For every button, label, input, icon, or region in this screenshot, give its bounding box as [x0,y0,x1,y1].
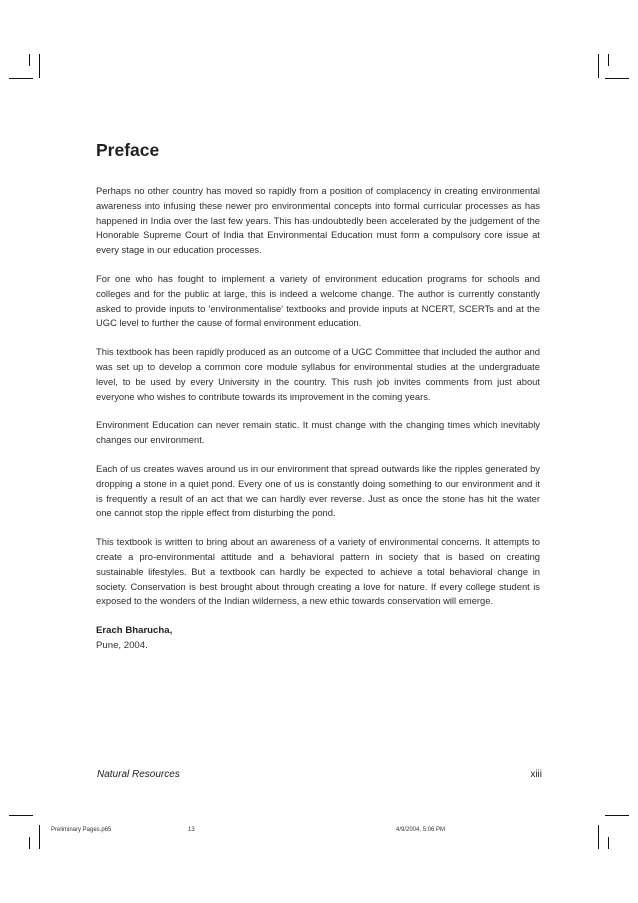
paragraph: For one who has fought to implement a variety of environment education programs for schools and colleges and for the public at large, this is indeed a welcome change. The author is currently constantly asked to provide inputs to 'environmentalise' textbooks and provide inputs at NCERT, SCERTs and at the UGC level to further the cause of formal environment education. [96,272,540,329]
crop-mark-top-left-inner [29,54,30,66]
signature-place: Pune, 2004. [96,640,148,652]
crop-mark-bottom-left-horizontal [9,815,33,816]
paragraph: This textbook has been rapidly produced as an outcome of a UGC Committee that included the author and was set up to develop a common core module syllabus for environmental studies at the undergraduate level, to be used by every University in the country. This rush job invites comments from just about everyone who wishes to contribute towards its improvement in the coming years. [96,346,540,402]
crop-mark-bottom-right-vertical [598,825,599,849]
paragraph: Each of us creates waves around us in our environment that spread outwards like the ripples generated by dropping a stone in a quiet pond. Every one of us is constantly doing something to our environment and it is frequently a result of an act that we can hardly ever reverse. Just as once the stone has hit the water one cannot stop the ripple effect from disturbing the pond. [96,462,540,519]
crop-mark-top-left-vertical [39,54,40,78]
footer-section-title: Natural Resources [97,769,180,780]
slug-datetime: 4/9/2004, 5:06 PM [396,827,446,833]
crop-mark-top-right-horizontal [605,78,629,79]
crop-mark-top-left-horizontal [9,78,33,79]
crop-mark-bottom-left-inner [29,837,30,849]
crop-mark-bottom-right-horizontal [605,815,629,816]
paragraph: Perhaps no other country has moved so rapidly from a position of complacency in creating environmental awareness into infusing these newer pro environmental concepts into formal curricular processes as has happened in India over the last few years. This has undoubtedly been accelerated by the judgement of the Honorable Supreme Court of India that Environmental Education must form a compulsory core issue at every stage in our education processes. [96,185,540,256]
slug-page: 13 [188,827,195,833]
paragraph: This textbook is written to bring about an awareness of a variety of environmental concerns. It attempts to create a pro-environmental attitude and a behavioral pattern in society that is based on creating sustainable lifestyles. But a textbook can hardly be expected to achieve a total behavioral change in society. Conservation is best brought about through creating a love for nature. If every college student is exposed to the wonders of the Indian wilderness, a new ethic towards conservation will emerge. [96,536,540,607]
paragraph: Environment Education can never remain static. It must change with the changing times which inevitably changes our environment. [96,419,540,446]
page-title: Preface [96,140,160,160]
slug-filename: Preliminary Pages.p65 [51,827,112,833]
footer-page-number: xiii [530,769,542,780]
signature-name: Erach Bharucha, [96,625,173,637]
crop-mark-top-right-inner [608,54,609,66]
crop-mark-top-right-vertical [598,54,599,78]
preface-body [96,184,540,653]
crop-mark-bottom-right-inner [608,837,609,849]
crop-mark-bottom-left-vertical [39,825,40,849]
